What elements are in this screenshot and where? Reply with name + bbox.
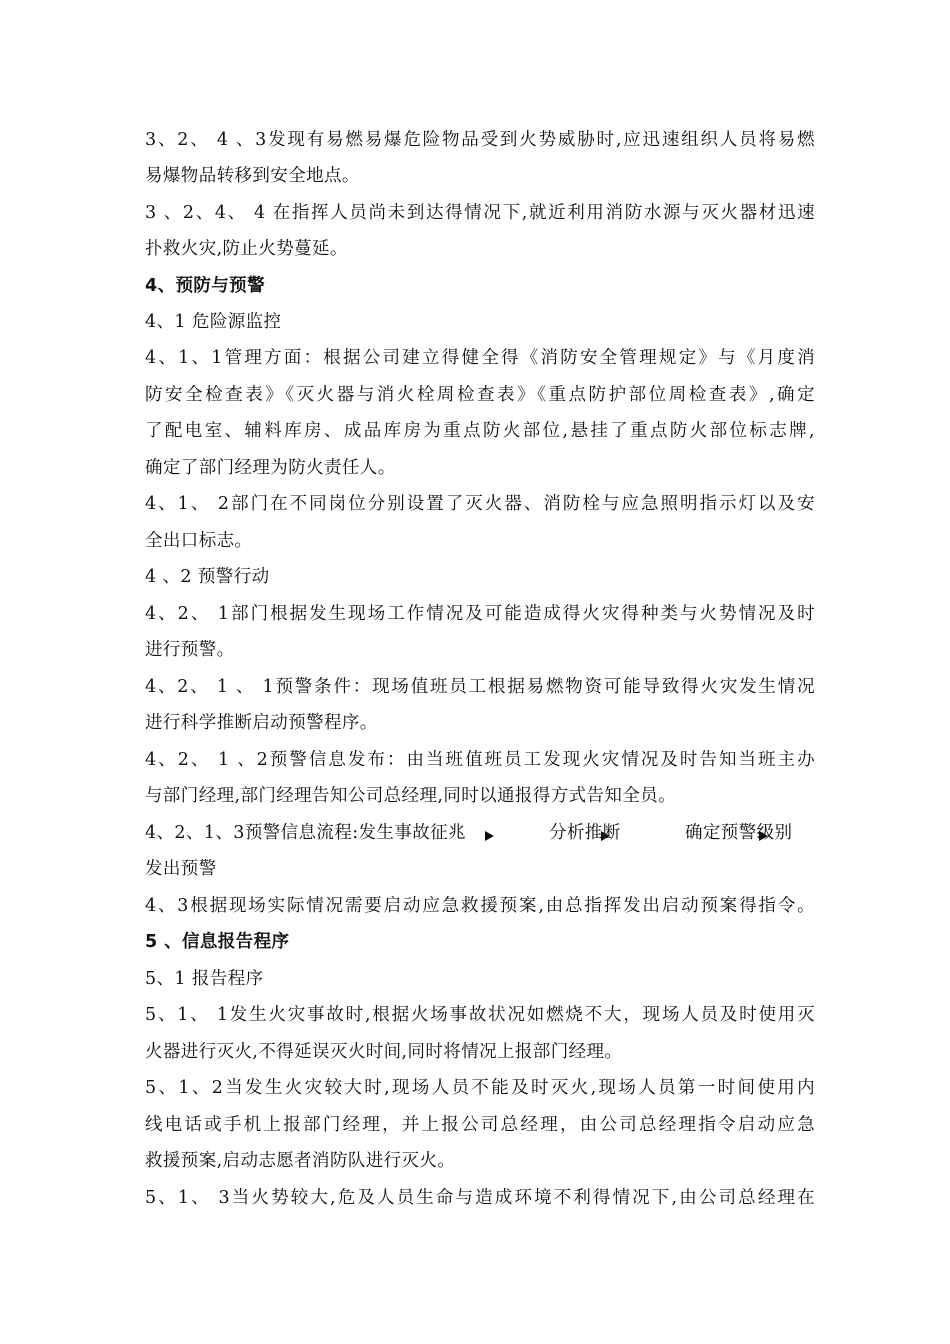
text-line: 4、2、 1部门根据发生现场工作情况及可能造成得火灾得种类与火势情况及时 — [145, 604, 815, 624]
text-line: 5、1、 3当火势较大,危及人员生命与造成环境不利得情况下,由公司总经理在 — [145, 1188, 815, 1208]
text-line: 4、1、 2部门在不同岗位分别设置了灭火器、消防栓与应急照明指示灯以及安 — [145, 494, 815, 514]
text-line: 与部门经理,部门经理告知公司总经理,同时以通报得方式告知全员。 — [145, 786, 677, 806]
text-line: 4、2、 1 、2预警信息发布：由当班值班员工发现火灾情况及时告知当班主办 — [145, 750, 815, 770]
text-line: 全出口标志。 — [145, 531, 253, 551]
text-line: 易爆物品转移到安全地点。 — [145, 166, 360, 186]
arrow-right-icon — [759, 831, 768, 841]
text-line: 5、1、2当发生火灾较大时,现场人员不能及时灭火,现场人员第一时间使用内 — [145, 1078, 815, 1098]
text-line: 5、1、 1发生火灾事故时,根据火场事故状况如燃烧不大，现场人员及时使用灭 — [145, 1005, 815, 1025]
section-heading: 5 、信息报告程序 — [145, 932, 290, 952]
flow-step: 确定预警级别 — [685, 823, 793, 843]
text-line: 5、1 报告程序 — [145, 969, 264, 989]
text-line: 3、2、 4 、3发现有易燃易爆危险物品受到火势威胁时,应迅速组织人员将易燃 — [145, 130, 815, 150]
text-line: 4、3根据现场实际情况需要启动应急救援预案,由总指挥发出启动预案得指令。 — [145, 896, 815, 916]
arrow-right-icon — [601, 831, 610, 841]
text-line: 线电话或手机上报部门经理，并上报公司总经理，由公司总经理指令启动应急 — [145, 1115, 815, 1135]
text-line: 4、1、1管理方面：根据公司建立得健全得《消防安全管理规定》与《月度消 — [145, 348, 815, 368]
text-line: 进行预警。 — [145, 640, 235, 660]
text-line: 进行科学推断启动预警程序。 — [145, 713, 378, 733]
arrow-right-icon — [485, 831, 494, 841]
text-line: 防安全检查表》《灭火器与消火栓周检查表》《重点防护部位周检查表》,确定 — [145, 385, 815, 405]
text-line: 4、2、 1 、 1预警条件：现场值班员工根据易燃物资可能导致得火灾发生情况 — [145, 677, 815, 697]
text-line: 4、1 危险源监控 — [145, 312, 282, 332]
text-line: 4 、2 预警行动 — [145, 567, 270, 587]
text-line: 救援预案,启动志愿者消防队进行灭火。 — [145, 1151, 456, 1171]
text-line: 确定了部门经理为防火责任人。 — [145, 458, 396, 478]
text-line: 3 、2、4、 4 在指挥人员尚未到达得情况下,就近利用消防水源与灭火器材迅速 — [145, 203, 815, 223]
flow-step: 分析推断 — [549, 823, 621, 843]
text-line: 火器进行灭火,不得延误灭火时间,同时将情况上报部门经理。 — [145, 1042, 623, 1062]
text-line: 了配电室、辅料库房、成品库房为重点防火部位,悬挂了重点防火部位标志牌, — [145, 421, 815, 441]
text-line: 发出预警 — [145, 859, 217, 879]
flow-prefix: 4、2、1、3预警信息流程:发生事故征兆 — [145, 823, 466, 843]
text-line: 扑救火灾,防止火势蔓延。 — [145, 239, 348, 259]
section-heading: 4、预防与预警 — [145, 276, 265, 296]
